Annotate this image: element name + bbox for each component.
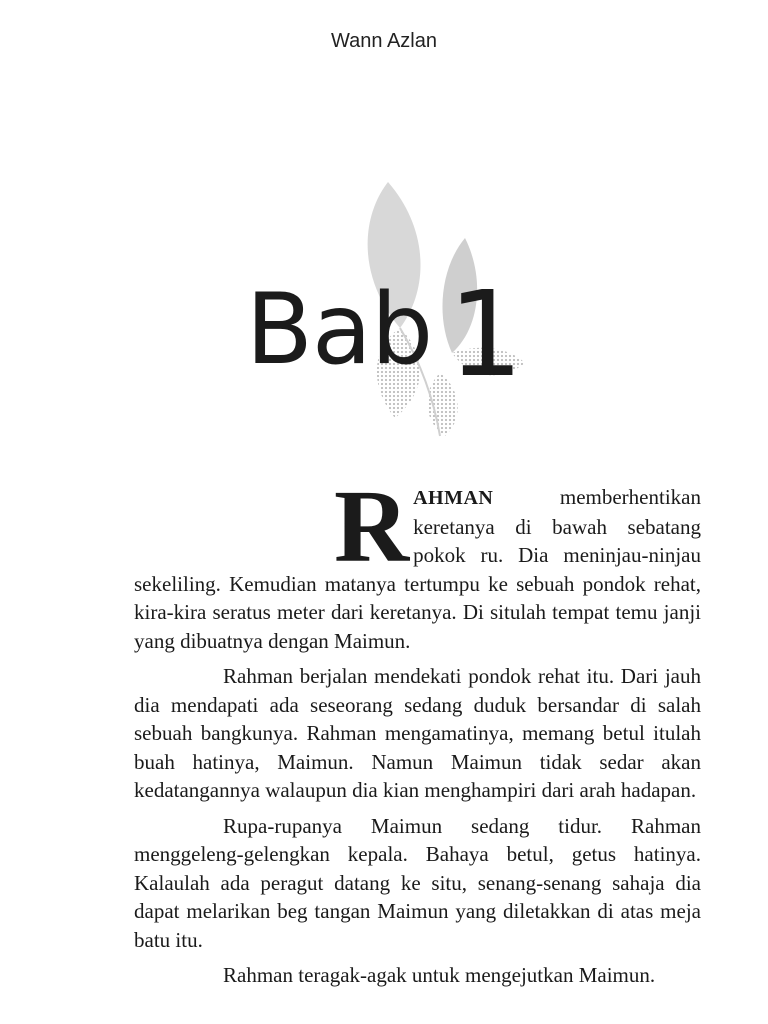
chapter-label: Bab bbox=[245, 273, 433, 387]
paragraph-1 bbox=[134, 469, 701, 655]
chapter-number: 1 bbox=[448, 265, 523, 403]
paragraph-4: Rahman teragak-agak untuk mengejutkan Maimun. bbox=[223, 963, 656, 987]
running-head-author: Wann Azlan bbox=[331, 30, 437, 52]
paragraph-3: Rupa-rupanya Maimun sedang tidur. Rahman menggeleng-gelengkan kepala. Bahaya betul, getus hatinya. Kalaulah ada peragut datang ke situ, senang-senang sahaja dia dapat melarikan beg tangan Maimun yang diletakkan di atas meja batu itu. bbox=[134, 813, 701, 952]
chapter-title bbox=[0, 258, 768, 403]
paragraph-1-text: memberhentikan keretanya di bawah sebatang pokok ru. Dia meninjau-ninjau sekeliling. Kemudian matanya tertumpu ke sebuah pondok rehat, kira-kira seratus meter dari keretanya. Di situlah tempat temu janji yang dibuatnya dengan Maimun. bbox=[134, 485, 701, 653]
drop-cap: R bbox=[334, 469, 410, 584]
paragraph-2: Rahman berjalan mendekati pondok rehat itu. Dari jauh dia mendapati ada seseorang sedang duduk bersandar di salah sebuah bangkunya. Rahman mengamatinya, memang betul itulah buah hatinya, Maimun. Namun Maimun tidak sedar akan kedatangannya walaupun dia kian menghampiri dari arah hadapan. bbox=[134, 664, 701, 802]
dropcap-indent-spacer bbox=[134, 483, 334, 484]
chapter-body bbox=[134, 469, 701, 997]
opening-smallcaps: AHMAN bbox=[413, 487, 494, 509]
